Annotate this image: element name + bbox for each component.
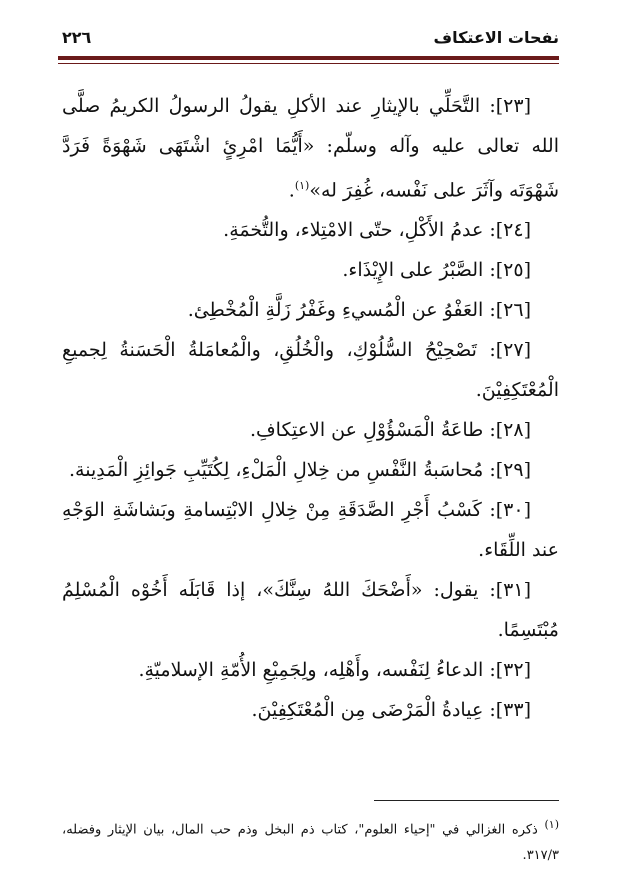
list-item [62, 330, 559, 410]
item-number: [٣٣] [495, 699, 531, 722]
list-item [62, 86, 559, 210]
item-text: : مُحاسَبةُ النَّفْسِ من خِلالِ الْمَلْءِ، لِكُتَيِّبِ جَوائِزِ الْمَدِينة. [68, 459, 496, 482]
item-text: : كَسْبُ أَجْرِ الصَّدَقَةِ مِنْ خِلالِ الابْتِسامةِ وبَشاشَةِ الوَجْهِ عند اللِّقَاء. [62, 499, 559, 562]
footnote-text: ذكره الغزالي في "إحياء العلوم"، كتاب ذم البخل وذم حب المال، بيان الإيثار وفضله، ٣١٧/٣. [62, 822, 559, 864]
item-text: : العَفْوُ عن الْمُسيءِ وغَفْرُ زَلَّةِ الْمُخْطِئ. [187, 299, 496, 322]
item-text: : عِيادةُ الْمَرْضَى مِن الْمُعْتَكِفِيْنَ. [251, 699, 496, 722]
page-number: ٢٢٦ [62, 28, 92, 47]
page-header [62, 28, 559, 50]
item-number: [٣١] [495, 579, 531, 602]
list-item [62, 210, 559, 250]
list-item [62, 490, 559, 570]
header-rule-thin [58, 63, 559, 64]
footnote [62, 812, 559, 869]
item-text: : عدمُ الأَكْلِ، حتّى الامْتِلاء، والتُّخمَةِ. [223, 219, 496, 242]
item-text: : الدعاءُ لِنَفْسه، وأَهْلِه، ولِجَمِيْعِ الأُمّةِ الإسلاميّةِ. [138, 659, 496, 682]
item-text: : يقول: «أَضْحَكَ اللهُ سِنَّكَ»، إذا قَابَلَه أَخُوْه الْمُسْلِمُ مُبْتَسِمًا. [62, 579, 559, 642]
list-item [62, 650, 559, 690]
footnote-ref: (١) [294, 179, 310, 192]
list-item [62, 450, 559, 490]
item-number: [٢٨] [495, 419, 531, 442]
item-number: [٢٣] [495, 95, 531, 117]
item-text: : الصَّبْرُ على الإِيْذَاء. [342, 259, 496, 282]
list-item [62, 570, 559, 650]
footnote-marker: (١) [544, 818, 559, 831]
item-tail: . [288, 179, 295, 202]
footnote-separator [374, 800, 559, 801]
item-number: [٣٠] [495, 499, 531, 522]
main-text [62, 86, 559, 730]
item-text: : التَّحَلِّي بالإيثارِ عند الأكلِ يقولُ الرسولُ الكريمُ صلَّى الله تعالى عليه وآله وسلّم: «أَيُّمَا امْرِئٍ اشْتَهَى شَهْوَةً فَرَدَّ شَهْوَتَه وآثَرَ على نَفْسه، غُفِرَ له» [62, 95, 559, 202]
item-text: : تَصْحِيْحُ السُّلُوْكِ، والْخُلُقِ، والْمُعامَلةُ الْحَسَنةُ لِجميعِ الْمُعْتَكِفِيْنَ. [62, 339, 559, 402]
list-item [62, 290, 559, 330]
item-text: : طاعَةُ الْمَسْؤُوْلِ عن الاعتِكافِ. [249, 419, 496, 442]
header-rule-thick [58, 56, 559, 60]
item-number: [٢٤] [495, 219, 531, 242]
list-item [62, 690, 559, 730]
list-item [62, 410, 559, 450]
running-title: نفحات الاعتكاف [433, 28, 559, 47]
list-item [62, 250, 559, 290]
item-number: [٢٩] [495, 459, 531, 482]
item-number: [٢٥] [495, 259, 531, 282]
item-number: [٢٦] [495, 299, 531, 322]
item-number: [٣٢] [495, 659, 531, 682]
item-number: [٢٧] [495, 339, 531, 362]
